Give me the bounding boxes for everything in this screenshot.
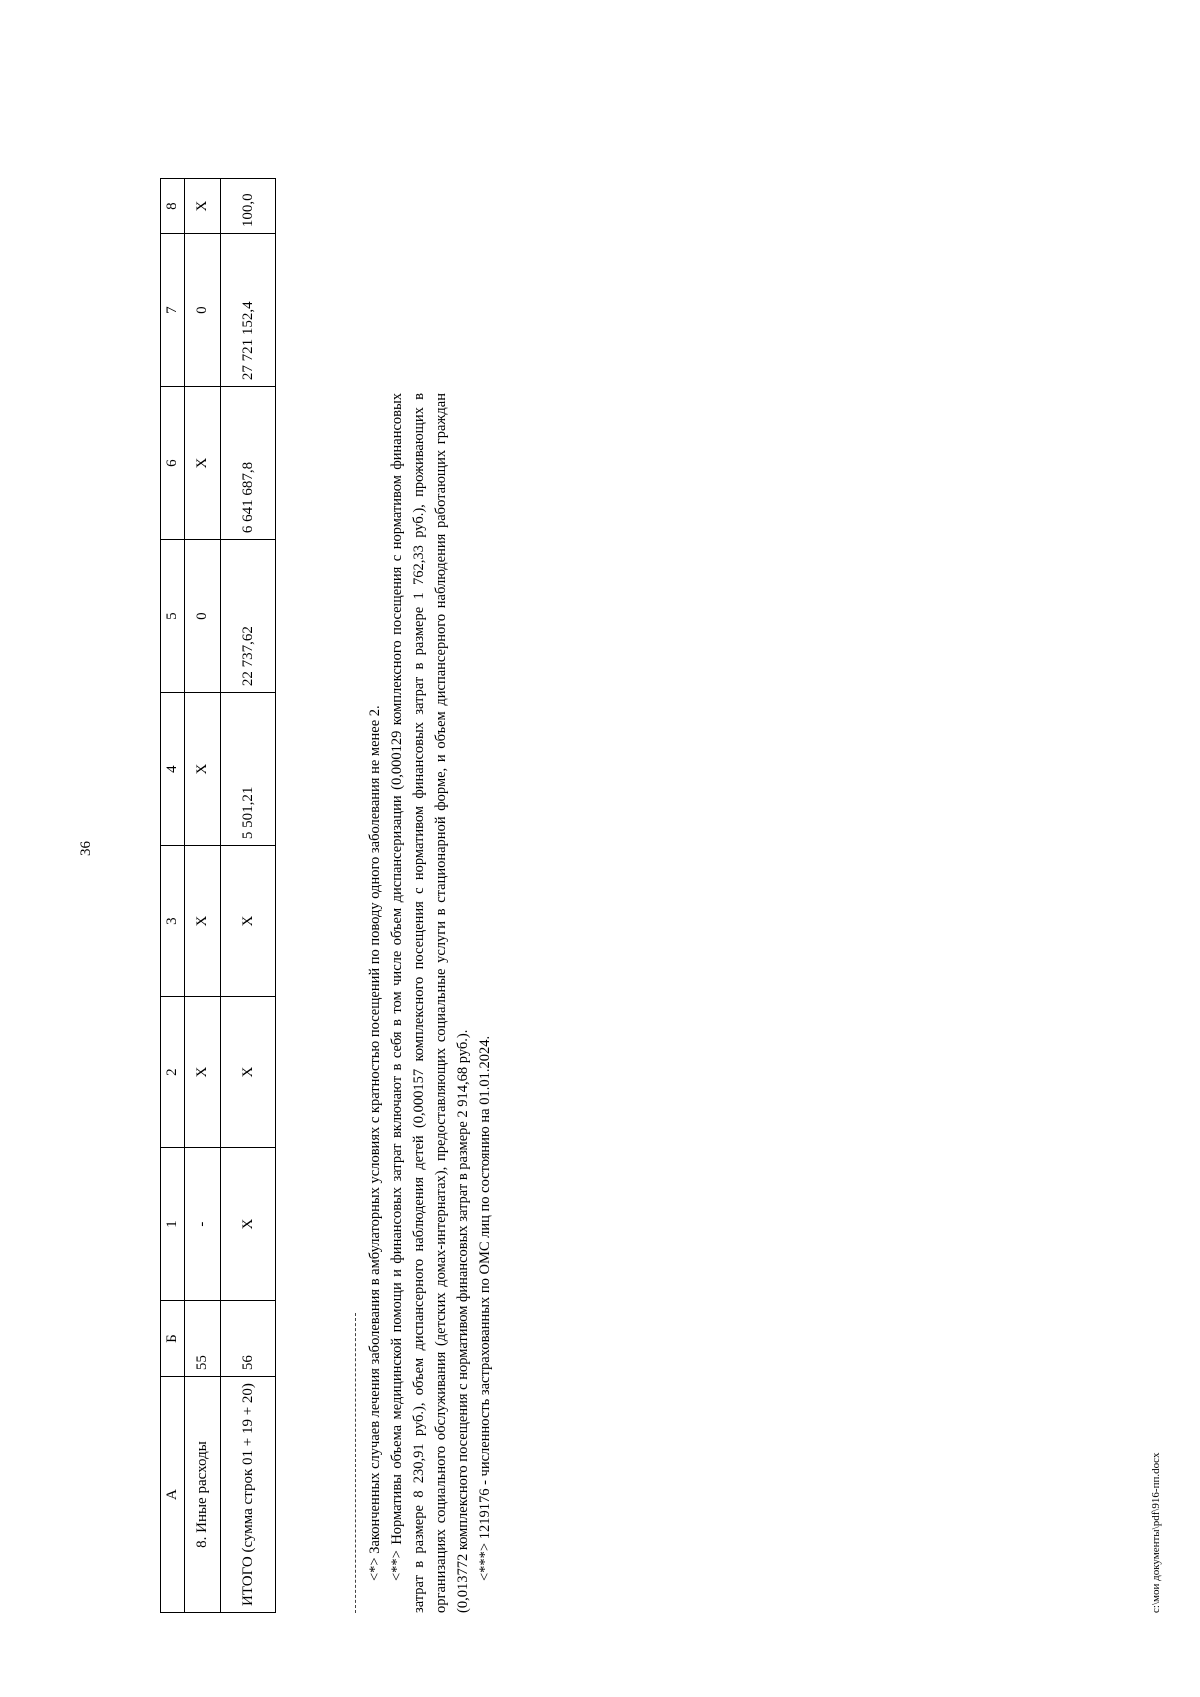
footnote-3: <***> 1219176 - численность застрахованных по ОМС лиц по состоянию на 01.01.2024. xyxy=(477,1035,493,1581)
header-cell: 8 xyxy=(161,179,185,234)
footnote-2: <**> Нормативы объема медицинской помощи и финансовых затрат включают в себя в том числе объем диспансеризации (0,000129 комплексного посещения с нормативом финансовых затрат в размере 8 230,91 руб.), объем диспансерного наблюдения детей (0,000157 комплексного посещения с нормативом финансовых затрат в размере 1 762,33 руб.), проживающих в организациях социального обслуживания (детских домах-интернатах), предоставляющих социальные услуги в стационарной форме, и объем диспансерного наблюдения работающих граждан (0,013772 комплексного посещения с нормативом финансовых затрат в размере 2 914,68 руб.). xyxy=(389,393,471,1613)
footnotes xyxy=(355,393,496,1613)
table-cell: 5 501,21 xyxy=(221,693,276,846)
header-cell: А xyxy=(161,1377,185,1613)
file-path: c:\мои документы\pdf\916-пп.docx xyxy=(1150,1452,1162,1613)
page-number: 36 xyxy=(78,841,94,856)
table-row xyxy=(221,179,276,1613)
table-cell: X xyxy=(185,693,221,846)
table-cell: 6 641 687,8 xyxy=(221,387,276,540)
row-code: 56 xyxy=(221,1301,276,1377)
table-header-row xyxy=(161,179,185,1613)
table-cell: 0 xyxy=(185,234,221,387)
data-table xyxy=(160,178,276,1613)
table-cell: X xyxy=(221,846,276,997)
table-cell: X xyxy=(185,387,221,540)
table-cell: X xyxy=(185,997,221,1148)
header-cell: 5 xyxy=(161,540,185,693)
header-cell: 3 xyxy=(161,846,185,997)
header-cell: Б xyxy=(161,1301,185,1377)
table-cell: 27 721 152,4 xyxy=(221,234,276,387)
header-cell: 2 xyxy=(161,997,185,1148)
table-cell: 22 737,62 xyxy=(221,540,276,693)
table-cell: X xyxy=(185,179,221,234)
table-cell: - xyxy=(185,1148,221,1301)
table-cell: X xyxy=(221,1148,276,1301)
table-cell: 100,0 xyxy=(221,179,276,234)
header-cell: 6 xyxy=(161,387,185,540)
table-cell: X xyxy=(221,997,276,1148)
header-cell: 1 xyxy=(161,1148,185,1301)
row-code: 55 xyxy=(185,1301,221,1377)
row-label: ИТОГО (сумма строк 01 + 19 + 20) xyxy=(221,1377,276,1613)
header-cell: 4 xyxy=(161,693,185,846)
table-cell: 0 xyxy=(185,540,221,693)
footnote-separator xyxy=(355,1313,356,1613)
row-label: 8. Иные расходы xyxy=(185,1377,221,1613)
footnote-1: <*> Законченных случаев лечения заболевания в амбулаторных условиях с кратностью посещений по поводу одного заболевания не менее 2. xyxy=(367,705,383,1581)
table-row xyxy=(185,179,221,1613)
header-cell: 7 xyxy=(161,234,185,387)
table-cell: X xyxy=(185,846,221,997)
